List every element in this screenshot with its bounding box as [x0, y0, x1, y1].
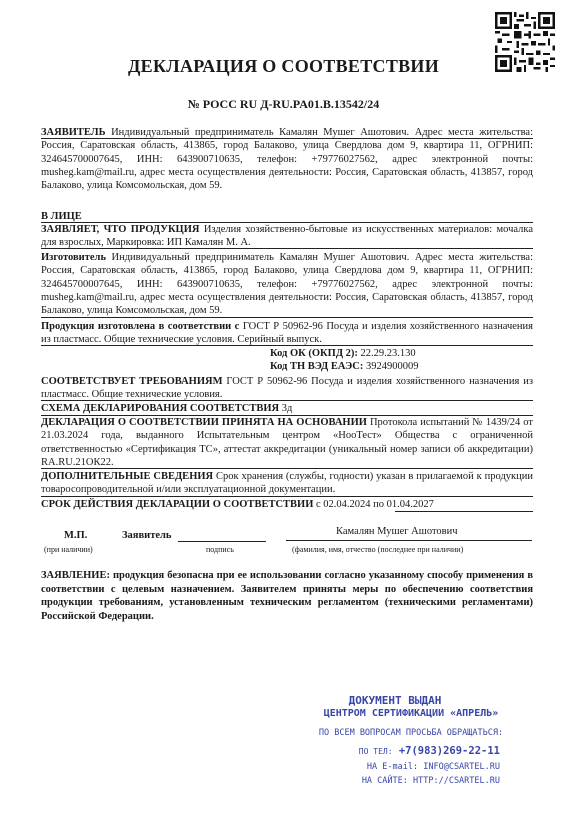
produced-text: ГОСТ Р 50962-96 Посуда и изделия хозяйственного назначения из пластмасс. Общие технические условия. Серийный выпуск.: [41, 321, 533, 346]
tnved-code: [270, 360, 530, 373]
basis-section: [41, 416, 533, 469]
basis-text: Протокола испытаний № 1439/24 от 21.03.2024 года, выданного Испытательным центром «НооТест» Общества с ограниченной ответственностью «Сертификация ТС», аттестат аккредитации (уникальный номер записи об аккредитации) RA.RU.21ОК22.: [41, 417, 533, 468]
manufacturer-text: Индивидуальный предприниматель Камалян Мушег Ашотович. Адрес места жительства: Россия, Саратовская область, 413865, город Балаково, улица Свердлова дом 9, квартира 11, ОГРНИП: 324645700007645, ИНН: 643900710635, телефон: +79776027562, адрес электронной почты: musheg.kam@mail.ru, адрес места осуществления деятельности: Россия, Саратовская область, 413857, город Балаково, улица Комсомольская, дом 59.: [41, 252, 533, 317]
applicant-signature-label: Заявитель: [122, 530, 172, 541]
declares-section: [41, 223, 533, 250]
additional-text: Срок хранения (службы, годности) указан в прилагаемой к продукции товаросопроводительной и/или эксплуатационной документации.: [41, 471, 534, 496]
divider: [41, 400, 533, 401]
divider: [41, 345, 533, 346]
okpd-code: [270, 347, 530, 360]
stamp-phone-value: +7(983)269-22-11: [398, 745, 500, 757]
validity-underline: [395, 511, 533, 512]
validity-to: 01.04.2027: [386, 499, 434, 510]
document-title: ДЕКЛАРАЦИЯ О СООТВЕТСТВИИ: [127, 56, 440, 76]
applicant-section: [41, 126, 533, 192]
declares-text: Изделия хозяйственно-бытовые из искусственных материалов: мочалка для взрослых, Маркировка: ИП Камалян М. А.: [41, 224, 533, 249]
complies-label: СООТВЕТСТВУЕТ ТРЕБОВАНИЯМ: [41, 376, 223, 387]
mp-note: (при наличии): [44, 545, 93, 554]
applicant-label: ЗАЯВИТЕЛЬ: [41, 127, 106, 138]
scheme-label: СХЕМА ДЕКЛАРИРОВАНИЯ СООТВЕТСТВИЯ: [41, 403, 280, 414]
divider: [41, 138, 533, 139]
tnved-value: 3924900009: [366, 361, 419, 372]
stamp-email-label: НА E-mail:: [366, 762, 419, 772]
additional-label: ДОПОЛНИТЕЛЬНЫЕ СВЕДЕНИЯ: [41, 471, 214, 482]
produced-label: Продукция изготовлена в соответствии с: [41, 321, 240, 332]
stamp-site-label: НА САЙТЕ:: [361, 776, 408, 786]
signatory-name: Камалян Мушег Ашотович: [336, 526, 458, 537]
stamp-phone: [330, 745, 500, 757]
declares-label: ЗАЯВЛЯЕТ, ЧТО ПРОДУКЦИЯ: [41, 224, 200, 235]
stamp-issued: ДОКУМЕНТ ВЫДАН: [348, 694, 442, 707]
stamp-contact: ПО ВСЕМ ВОПРОСАМ ПРОСЬБА ОБРАЩАТЬСЯ:: [318, 728, 504, 738]
produced-section: [41, 320, 533, 347]
stamp-email: [330, 762, 500, 772]
stamp-site-value: HTTP://CSARTEL.RU: [413, 776, 500, 786]
stamp-phone-label: ПО ТЕЛ:: [358, 747, 393, 756]
additional-section: [41, 470, 533, 497]
stamp-site: [330, 776, 500, 786]
validity-from-word: с: [316, 499, 321, 510]
complies-text: ГОСТ Р 50962-96 Посуда и изделия хозяйственного назначения из пластмасс. Общие технические условия.: [41, 376, 534, 401]
name-line: [286, 540, 532, 541]
stamp-email-value: INFO@CSARTEL.RU: [423, 762, 500, 772]
divider: [41, 317, 533, 318]
okpd-value: 22.29.23.130: [360, 348, 416, 359]
manufacturer-section: [41, 251, 533, 317]
scheme-text: 3д: [281, 403, 293, 414]
manufacturer-label: Изготовитель: [41, 252, 106, 263]
signature-note: подпись: [206, 545, 234, 554]
complies-section: [41, 375, 533, 402]
divider: [41, 496, 533, 497]
safety-statement: ЗАЯВЛЕНИЕ: продукция безопасна при ее использовании согласно указанному способу применения в соответствии с целевым назначением. Заявителем приняты меры по обеспечению соответствия продукции требованиям, установленным техническим регламентом (техническими регламентами) Российской Федерации.: [41, 570, 533, 622]
tnved-label: Код ТН ВЭД ЕАЭС:: [270, 361, 364, 372]
divider: [41, 468, 533, 469]
validity-to-word: по: [373, 499, 385, 510]
divider: [41, 248, 533, 249]
okpd-label: Код ОК (ОКПД 2):: [270, 348, 358, 359]
name-note: (фамилия, имя, отчество (последнее при наличии): [292, 545, 464, 554]
validity-section: [41, 498, 533, 511]
stamp-center: ЦЕНТРОМ СЕРТИФИКАЦИИ «АПРЕЛЬ»: [323, 708, 499, 719]
in-person-label: В ЛИЦЕ: [41, 211, 82, 222]
basis-label: ДЕКЛАРАЦИЯ О СООТВЕТСТВИИ ПРИНЯТА НА ОСНОВАНИИ: [41, 417, 367, 428]
applicant-text: Индивидуальный предприниматель Камалян Мушег Ашотович. Адрес места жительства: Россия, Саратовская область, 413865, город Балаково, улица Свердлова дом 9, квартира 11, ОГРНИП: 324645700007645, ИНН: 643900710635, телефон: +79776027562, адрес электронной почты: musheg.kam@mail.ru, адрес места осуществления деятельности: Россия, Саратовская область, 413857, город Балаково, улица Комсомольская, дом 59.: [41, 127, 533, 192]
validity-label: СРОК ДЕЙСТВИЯ ДЕКЛАРАЦИИ О СООТВЕТСТВИИ: [41, 499, 314, 510]
mp-label: М.П.: [64, 530, 88, 541]
signature-line: [178, 541, 266, 542]
validity-from: 02.04.2024: [323, 499, 371, 510]
scheme-section: [41, 402, 533, 415]
declaration-number: № РОСС RU Д-RU.PA01.B.13542/24: [187, 97, 380, 111]
